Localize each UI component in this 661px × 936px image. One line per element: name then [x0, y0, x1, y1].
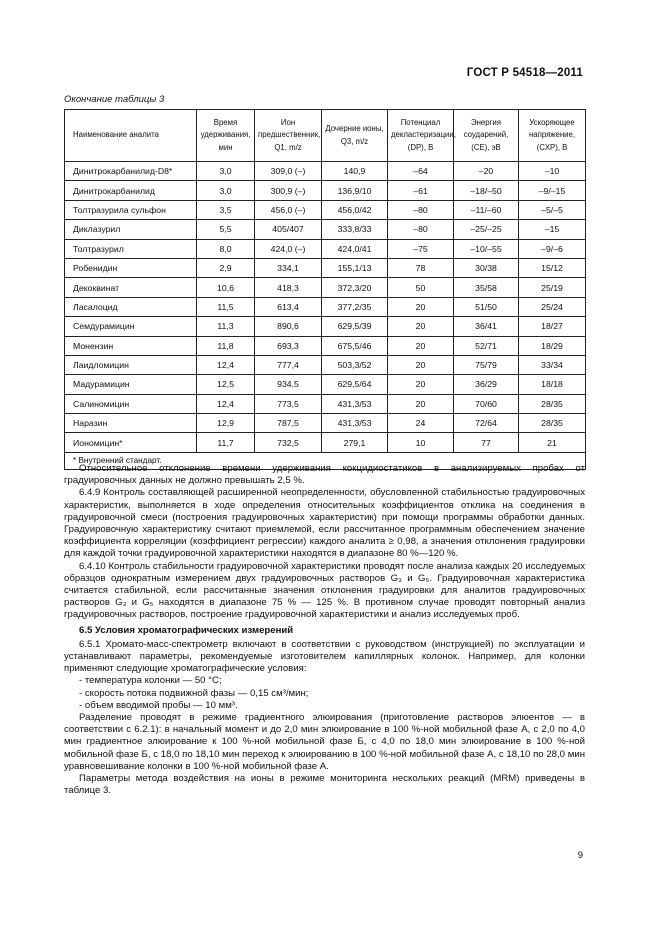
- list-item: - объем вводимой пробы — 10 мм³.: [79, 699, 238, 711]
- table-row: [65, 278, 586, 297]
- table-cell: 25/24: [519, 297, 586, 316]
- table-cell: 773,5: [255, 394, 322, 413]
- table-cell: –11/–60: [454, 200, 519, 219]
- table-cell: 51/50: [454, 297, 519, 316]
- table-row: [65, 220, 586, 239]
- table-cell: –75: [388, 239, 454, 258]
- column-header: Наименование аналита: [65, 110, 197, 162]
- document-header: ГОСТ Р 54518—2011: [466, 67, 583, 79]
- table-cell: 11,7: [197, 433, 255, 452]
- column-header: Энергия соударений, (CE), эВ: [454, 110, 519, 162]
- table-row: [65, 414, 586, 433]
- table-cell: 787,5: [255, 414, 322, 433]
- table-cell: 503,3/52: [322, 355, 388, 374]
- paragraph: Параметры метода воздействия на ионы в режиме мониторинга нескольких реакций (MRM) приведены в таблице 3.: [64, 773, 585, 797]
- table-cell: 18/29: [519, 336, 586, 355]
- table-cell: 418,3: [255, 278, 322, 297]
- column-header: Потенциал декластеризации, (DP), В: [388, 110, 454, 162]
- table-cell: 12,5: [197, 375, 255, 394]
- analyte-name-cell: Семдурамицин: [65, 317, 197, 336]
- table-row: [65, 355, 586, 374]
- table-cell: 309,0 (–): [255, 162, 322, 181]
- table-row: [65, 258, 586, 277]
- table-cell: 21: [519, 433, 586, 452]
- analyte-name-cell: Ласалоцид: [65, 297, 197, 316]
- table-cell: 28/35: [519, 414, 586, 433]
- table-cell: 613,4: [255, 297, 322, 316]
- table-cell: –64: [388, 162, 454, 181]
- table-cell: 431,3/53: [322, 394, 388, 413]
- table-cell: –80: [388, 220, 454, 239]
- table-cell: 20: [388, 355, 454, 374]
- table-cell: –5/–5: [519, 200, 586, 219]
- list-item: - скорость потока подвижной фазы — 0,15 см³/мин;: [79, 687, 309, 699]
- table-row: [65, 181, 586, 200]
- table-header-row: [65, 110, 586, 162]
- analyte-name-cell: Робенидин: [65, 258, 197, 277]
- table-caption: Окончание таблицы 3: [64, 94, 165, 105]
- column-header: Время удерживания, мин: [197, 110, 255, 162]
- table-row: [65, 375, 586, 394]
- table-cell: 424,0 (–): [255, 239, 322, 258]
- table-cell: 3,0: [197, 162, 255, 181]
- table-cell: 52/71: [454, 336, 519, 355]
- table-row: [65, 433, 586, 452]
- table-cell: 136,9/10: [322, 181, 388, 200]
- analyte-name-cell: Лаидломицин: [65, 355, 197, 374]
- table-cell: 2,9: [197, 258, 255, 277]
- table-cell: 70/60: [454, 394, 519, 413]
- table-cell: 777,4: [255, 355, 322, 374]
- table-footnote: * Внутренний стандарт.: [65, 452, 586, 469]
- column-header: Ион предшественник, Q1, m/z: [255, 110, 322, 162]
- table-row: [65, 162, 586, 181]
- table-cell: 3,5: [197, 200, 255, 219]
- table-cell: 456,0/42: [322, 200, 388, 219]
- table-cell: 675,5/46: [322, 336, 388, 355]
- table-cell: –61: [388, 181, 454, 200]
- table-cell: 11,3: [197, 317, 255, 336]
- analyte-name-cell: Толтразурила сульфон: [65, 200, 197, 219]
- body-text: [64, 463, 585, 797]
- table-cell: 934,5: [255, 375, 322, 394]
- column-header: Ускоряющее напряжение, (CXP), В: [519, 110, 586, 162]
- paragraph: Относительное отклонение времени удерживания кокцидиостатиков в анализируемых пробах от градуировочных данных не должно превышать 2,5 %.: [64, 463, 585, 487]
- analyte-name-cell: Динитрокарбанилид: [65, 181, 197, 200]
- table-cell: 35/58: [454, 278, 519, 297]
- table-cell: 732,5: [255, 433, 322, 452]
- page-number: 9: [577, 850, 583, 861]
- table-cell: 20: [388, 297, 454, 316]
- table-cell: –10/–55: [454, 239, 519, 258]
- table-cell: –9/–6: [519, 239, 586, 258]
- analyte-name-cell: Монензин: [65, 336, 197, 355]
- table-cell: 12,4: [197, 394, 255, 413]
- table-cell: 20: [388, 375, 454, 394]
- table-cell: 279,1: [322, 433, 388, 452]
- table-cell: 28/35: [519, 394, 586, 413]
- table-cell: 890,6: [255, 317, 322, 336]
- table-cell: 20: [388, 317, 454, 336]
- table-cell: 36/41: [454, 317, 519, 336]
- table-cell: 10,6: [197, 278, 255, 297]
- paragraph: 6.5.1 Хромато-масс-спектрометр включают в соответствии с руководством (инструкцией) по эксплуатации и устанавливают параметры, рекомендуемые изготовителем капиллярных колонок. Например, для колонки применяют следующие хроматографические условия:: [64, 638, 585, 675]
- table-cell: 424,0/41: [322, 239, 388, 258]
- table-cell: 33/34: [519, 355, 586, 374]
- table-cell: 693,3: [255, 336, 322, 355]
- table-cell: 36/29: [454, 375, 519, 394]
- table-3: [64, 109, 586, 470]
- table-cell: 15/12: [519, 258, 586, 277]
- table-cell: 24: [388, 414, 454, 433]
- table-cell: –9/–15: [519, 181, 586, 200]
- paragraph: Разделение проводят в режиме градиентного элюирования (приготовление растворов элюентов — в соответствии с 6.2.1): в начальный момент и до 2,0 мин элюирование в 100 %-ной мобильной фазе А, с 2,0 по 4,0 мин градиентное элюирование к 100 %-ной мобильной фазе Б, с 4,0 по 18,0 мин элюирование в 100 %-ной мобильной фазе Б, с 18,0 по 18,10 мин переход к элюированию в 100 %-ной мобильной фазе А, с 18,10 по 28,0 мин уравновешивание колонки в 100 %-ной мобильной фазе А.: [64, 712, 585, 772]
- table-cell: –10: [519, 162, 586, 181]
- analyte-name-cell: Толтразурил: [65, 239, 197, 258]
- table-cell: 18/18: [519, 375, 586, 394]
- table-row: [65, 200, 586, 219]
- table-cell: –18/–50: [454, 181, 519, 200]
- table-cell: 11,5: [197, 297, 255, 316]
- analyte-name-cell: Наразин: [65, 414, 197, 433]
- table-cell: 333,8/33: [322, 220, 388, 239]
- table-row: [65, 239, 586, 258]
- table-row: [65, 394, 586, 413]
- analyte-name-cell: Мадурамицин: [65, 375, 197, 394]
- table-cell: 30/38: [454, 258, 519, 277]
- paragraph: 6.4.10 Контроль стабильности градуировочной характеристики проводят после анализа каждых 20 исследуемых образцов однократным измерением двух градуировочных растворов G₃ и G₅. Градуировочная характеристика считается стабильной, если рассчитанные значения отклонения градуировки для аналитов градуировочных растворов G₃ и G₅ находятся в диапазоне 75 % — 125 %. В противном случае проводят повторный анализ градуировочных растворов, построение градуировочной характеристики и анализ исследуемых проб.: [64, 560, 585, 621]
- table-cell: –80: [388, 200, 454, 219]
- table-cell: 140,9: [322, 162, 388, 181]
- table-cell: 78: [388, 258, 454, 277]
- table-cell: 405/407: [255, 220, 322, 239]
- table-row: [65, 317, 586, 336]
- analyte-name-cell: Динитрокарбанилид-D8*: [65, 162, 197, 181]
- analyte-name-cell: Диклазурил: [65, 220, 197, 239]
- list-item: - температура колонки — 50 °С;: [79, 675, 222, 687]
- table-cell: 11,8: [197, 336, 255, 355]
- table-cell: 155,1/13: [322, 258, 388, 277]
- paragraph: 6.4.9 Контроль составляющей расширенной неопределенности, обусловленной стабильностью градуировочных характеристик, выполняется в ходе определения относительных коэффициентов отклика на соединения в градуировочной смеси (построения градуировочных характеристик) при помощи программы обработки данных. Градуировочную характеристику считают приемлемой, если рассчитанное программным обеспечением значение коэффициента корреляции (коэффициент регрессии) каждого аналита ≥ 0,98, а значения отклонения градуировки для каждой точки градуировочной характеристики находятся в диапазоне 80 %—120 %.: [64, 487, 585, 560]
- table-cell: 8,0: [197, 239, 255, 258]
- table-cell: 20: [388, 336, 454, 355]
- table-cell: 629,5/39: [322, 317, 388, 336]
- table-cell: 75/79: [454, 355, 519, 374]
- table-cell: 377,2/35: [322, 297, 388, 316]
- table-cell: 20: [388, 394, 454, 413]
- table-row: [65, 297, 586, 316]
- table-cell: 431,3/53: [322, 414, 388, 433]
- table-cell: –15: [519, 220, 586, 239]
- table-cell: 12,4: [197, 355, 255, 374]
- table-cell: 72/64: [454, 414, 519, 433]
- table-row: [65, 336, 586, 355]
- table-cell: 629,5/64: [322, 375, 388, 394]
- table-cell: 456,0 (–): [255, 200, 322, 219]
- table-cell: 3,0: [197, 181, 255, 200]
- table-cell: 10: [388, 433, 454, 452]
- table-cell: –25/–25: [454, 220, 519, 239]
- table-cell: 25/19: [519, 278, 586, 297]
- section-heading: 6.5 Условия хроматографических измерений: [79, 624, 294, 636]
- table-cell: 12,9: [197, 414, 255, 433]
- analyte-name-cell: Иономицин*: [65, 433, 197, 452]
- table-cell: 77: [454, 433, 519, 452]
- table-cell: 50: [388, 278, 454, 297]
- analyte-name-cell: Декоквинат: [65, 278, 197, 297]
- column-header: Дочерние ионы, Q3, m/z: [322, 110, 388, 162]
- table-cell: 334,1: [255, 258, 322, 277]
- table-cell: 300,9 (–): [255, 181, 322, 200]
- analyte-name-cell: Салиномицин: [65, 394, 197, 413]
- table-cell: 18/27: [519, 317, 586, 336]
- table-cell: 5,5: [197, 220, 255, 239]
- table-cell: –20: [454, 162, 519, 181]
- table-cell: 372,3/20: [322, 278, 388, 297]
